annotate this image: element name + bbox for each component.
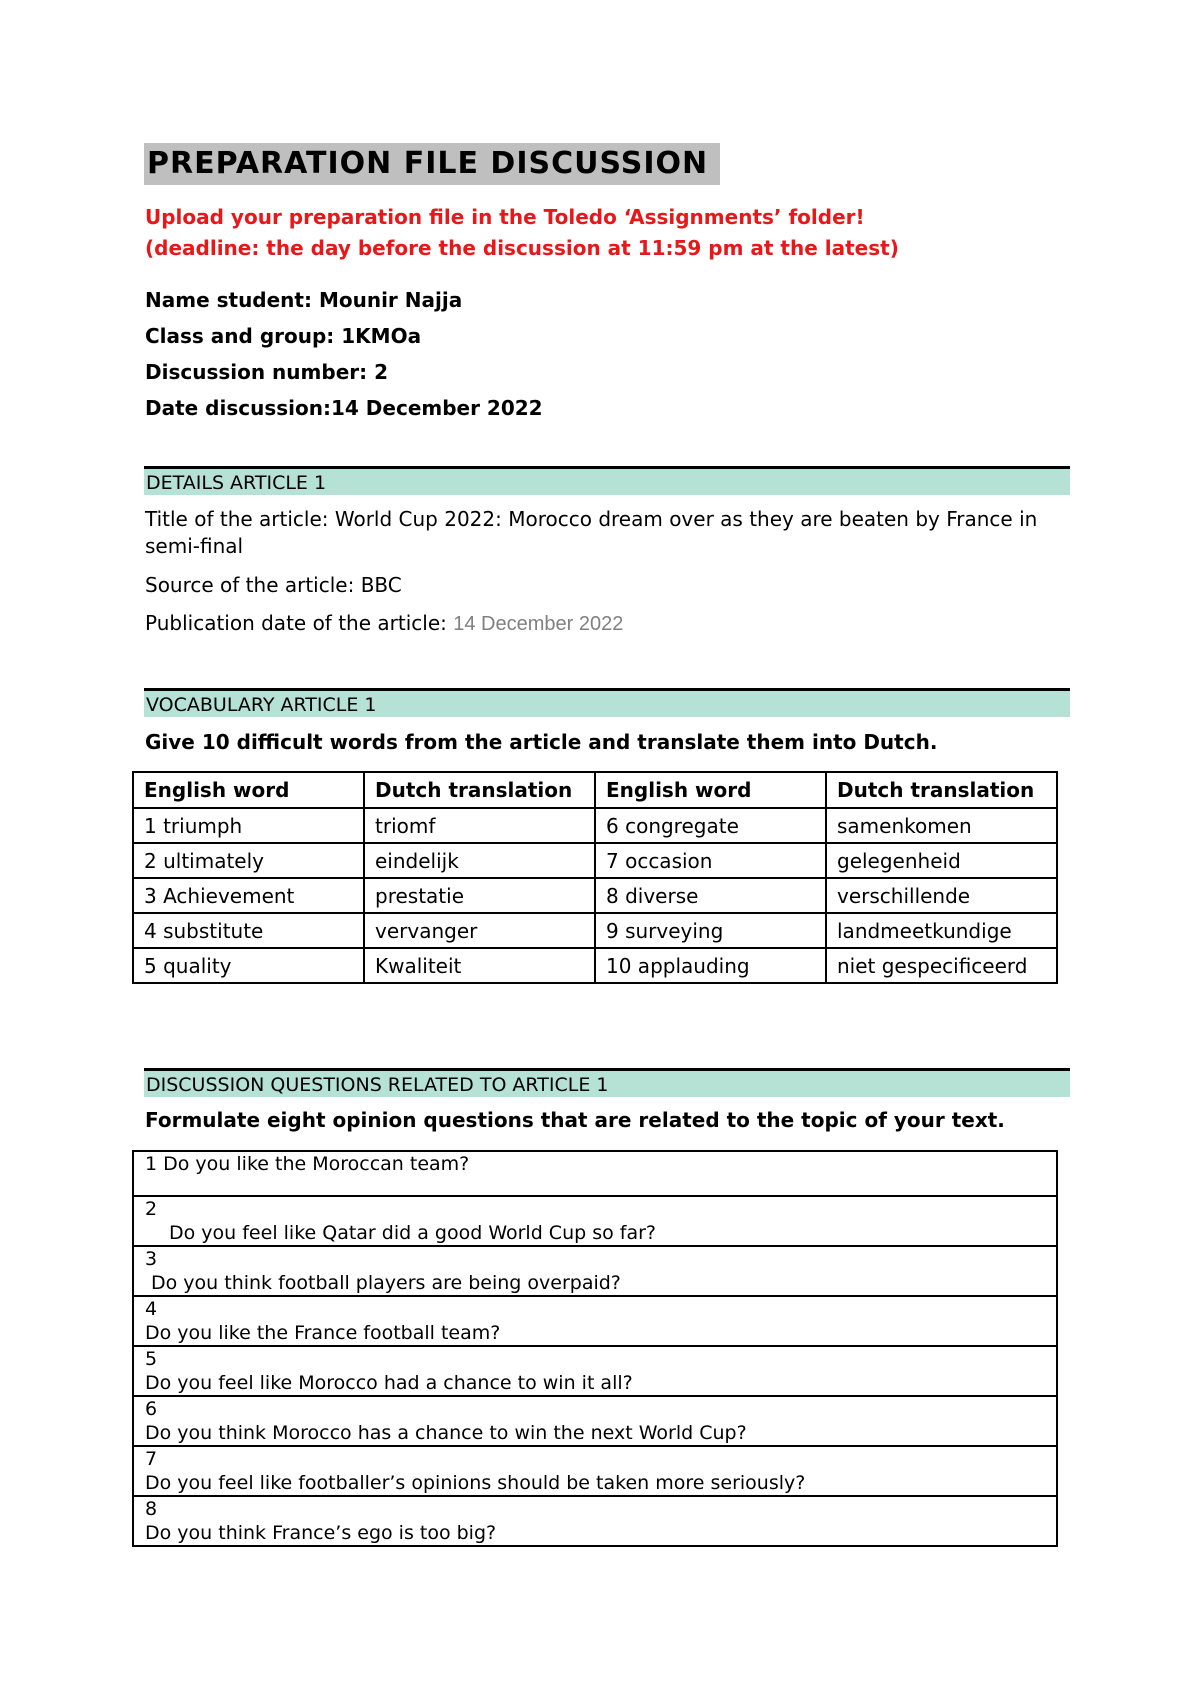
question-cell bbox=[133, 1346, 1057, 1396]
table-cell: prestatie bbox=[364, 878, 595, 913]
table-cell: 4 substitute bbox=[133, 913, 364, 948]
vocabulary-instruction: Give 10 difficult words from the article and translate them into Dutch. bbox=[145, 730, 938, 754]
discussion-date: Date discussion:14 December 2022 bbox=[145, 396, 543, 420]
question-row bbox=[133, 1151, 1057, 1196]
header-english-word: English word bbox=[133, 772, 364, 808]
question-text: Do you think France’s ego is too big? bbox=[145, 1522, 497, 1544]
question-number: 7 bbox=[145, 1448, 158, 1470]
class-group: Class and group: 1KMOa bbox=[145, 324, 422, 348]
header-dutch-translation: Dutch translation bbox=[826, 772, 1057, 808]
deadline-line: (deadline: the day before the discussion at 11:59 pm at the latest) bbox=[145, 236, 899, 260]
upload-line: Upload your preparation file in the Toledo ‘Assignments’ folder! bbox=[145, 205, 865, 229]
table-cell: vervanger bbox=[364, 913, 595, 948]
header-english-word: English word bbox=[595, 772, 826, 808]
article-publication-date bbox=[145, 610, 1075, 638]
pubdate-label: Publication date of the article: bbox=[145, 611, 454, 635]
question-text: Do you think Morocco has a chance to win the next World Cup? bbox=[145, 1422, 747, 1444]
details-heading: DETAILS ARTICLE 1 bbox=[144, 466, 1070, 495]
table-cell: 5 quality bbox=[133, 948, 364, 983]
question-text: Do you feel like footballer’s opinions should be taken more seriously? bbox=[145, 1472, 806, 1494]
table-cell: 3 Achievement bbox=[133, 878, 364, 913]
question-row bbox=[133, 1446, 1057, 1496]
table-row bbox=[133, 808, 1057, 843]
table-cell: Kwaliteit bbox=[364, 948, 595, 983]
question-text: Do you feel like Morocco had a chance to win it all? bbox=[145, 1372, 633, 1394]
article-title: Title of the article: World Cup 2022: Morocco dream over as they are beaten by France in semi-final bbox=[145, 507, 1038, 558]
question-row bbox=[133, 1196, 1057, 1246]
question-number: 5 bbox=[145, 1348, 158, 1370]
table-row bbox=[133, 913, 1057, 948]
table-cell: 9 surveying bbox=[595, 913, 826, 948]
student-name: Name student: Mounir Najja bbox=[145, 288, 463, 312]
vocabulary-heading: VOCABULARY ARTICLE 1 bbox=[144, 688, 1070, 717]
table-cell: verschillende bbox=[826, 878, 1057, 913]
table-cell: 8 diverse bbox=[595, 878, 826, 913]
question-cell bbox=[133, 1396, 1057, 1446]
question-number: 2 bbox=[145, 1198, 158, 1220]
question-number: 6 bbox=[145, 1398, 158, 1420]
question-number: 3 bbox=[145, 1248, 158, 1270]
discussion-number: Discussion number: 2 bbox=[145, 360, 388, 384]
table-cell: samenkomen bbox=[826, 808, 1057, 843]
table-row bbox=[133, 948, 1057, 983]
table-cell: 2 ultimately bbox=[133, 843, 364, 878]
question-row bbox=[133, 1246, 1057, 1296]
question-text: Do you like the Moroccan team? bbox=[163, 1153, 470, 1175]
article-source: Source of the article: BBC bbox=[145, 573, 402, 597]
question-row bbox=[133, 1396, 1057, 1446]
table-row bbox=[133, 843, 1057, 878]
question-row bbox=[133, 1296, 1057, 1346]
pubdate-value: 14 December 2022 bbox=[453, 613, 624, 635]
question-cell bbox=[133, 1446, 1057, 1496]
vocabulary-header-row bbox=[133, 772, 1057, 808]
question-text: Do you like the France football team? bbox=[145, 1322, 501, 1344]
question-row bbox=[133, 1496, 1057, 1546]
discussion-heading: DISCUSSION QUESTIONS RELATED TO ARTICLE 1 bbox=[144, 1068, 1070, 1097]
question-cell bbox=[133, 1196, 1057, 1246]
table-cell: 6 congregate bbox=[595, 808, 826, 843]
question-number: 1 bbox=[145, 1153, 158, 1175]
table-cell: 1 triumph bbox=[133, 808, 364, 843]
question-cell bbox=[133, 1151, 1057, 1196]
table-cell: 7 occasion bbox=[595, 843, 826, 878]
question-number: 4 bbox=[145, 1298, 158, 1320]
table-cell: gelegenheid bbox=[826, 843, 1057, 878]
page-title: PREPARATION FILE DISCUSSION bbox=[144, 143, 720, 185]
table-cell: landmeetkundige bbox=[826, 913, 1057, 948]
discussion-instruction: Formulate eight opinion questions that are related to the topic of your text. bbox=[145, 1108, 1005, 1132]
table-cell: 10 applauding bbox=[595, 948, 826, 983]
questions-table bbox=[132, 1150, 1058, 1547]
header-dutch-translation: Dutch translation bbox=[364, 772, 595, 808]
table-cell: triomf bbox=[364, 808, 595, 843]
question-number: 8 bbox=[145, 1498, 158, 1520]
upload-instructions bbox=[145, 202, 899, 264]
question-text: Do you feel like Qatar did a good World Cup so far? bbox=[169, 1222, 657, 1244]
table-row bbox=[133, 878, 1057, 913]
question-cell bbox=[133, 1246, 1057, 1296]
question-cell bbox=[133, 1496, 1057, 1546]
vocabulary-table bbox=[132, 771, 1058, 984]
table-cell: niet gespecificeerd bbox=[826, 948, 1057, 983]
question-cell bbox=[133, 1296, 1057, 1346]
table-cell: eindelijk bbox=[364, 843, 595, 878]
question-row bbox=[133, 1346, 1057, 1396]
question-text: Do you think football players are being overpaid? bbox=[151, 1272, 621, 1294]
